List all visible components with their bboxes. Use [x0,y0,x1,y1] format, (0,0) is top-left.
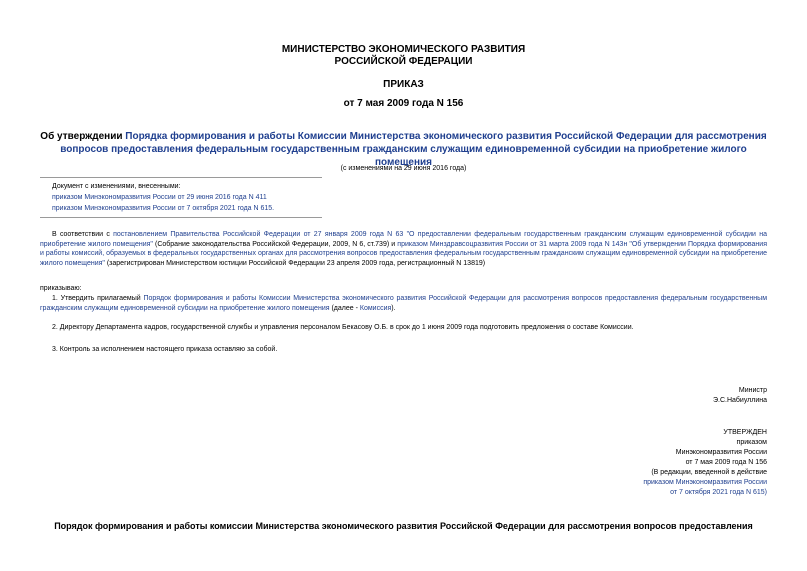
preamble-text-3: (зарегистрирован Министерством юстиции Российской Федерации 23 апреля 2009 года, регистрационный N 13819) [104,259,486,267]
item-2-paragraph: 2. Директору Департамента кадров, государственной службы и управления персоналом Бекасову О.Б. в срок до 1 июня 2009 года подготовить предложения о составе Комиссии. [52,324,634,331]
approval-line-1: УТВЕРЖДЕН [723,429,767,436]
doc-date-number: от 7 мая 2009 года N 156 [343,98,464,109]
doc-type: ПРИКАЗ [383,79,424,90]
item-1-link-commission[interactable]: Комиссия [359,304,392,312]
item-1-paragraph [40,294,767,313]
item-1-prefix: 1. Утвердить прилагаемый [52,295,144,302]
order-word: приказываю: [40,285,82,292]
changes-label: Документ с изменениями, внесенными: [52,183,181,190]
subject-link[interactable]: Порядка формирования и работы Комиссии Министерства экономического развития Российской Федерации для рассмотрения вопросов предоставления федеральным государственным гражданским служащим единовременной субсидии на приобретение жилого помещения [60,131,767,168]
change-link-2016[interactable]: приказом Минэкономразвития России от 29 июня 2016 года N 411 [52,194,267,201]
approval-block [643,428,767,498]
ministry-line-1: МИНИСТЕРСТВО ЭКОНОМИЧЕСКОГО РАЗВИТИЯ [281,44,526,55]
approval-link-1[interactable]: приказом Минэкономразвития России [643,479,767,486]
preamble-text-2: (Собрание законодательства Российской Федерации, 2009, N 6, ст.739) и [152,240,398,248]
ministry-line-2: РОССИЙСКОЙ ФЕДЕРАЦИИ [334,56,473,67]
approval-line-3: Минэкономразвития России [675,449,767,456]
approval-link-2[interactable]: от 7 октября 2021 года N 615) [670,489,767,496]
signature-name: Э.С.Набиуллина [712,397,767,404]
item-1-end: ). [391,304,396,312]
preamble-text-1: В соответствии с [52,231,114,238]
changes-bottom-rule [40,217,322,218]
edition-note: (с изменениями на 29 июня 2016 года) [340,165,467,172]
change-link-2021[interactable]: приказом Минэкономразвития России от 7 октября 2021 года N 615. [52,205,275,212]
approval-line-5: (В редакции, введенной в действие [651,469,767,476]
signature-position: Министр [738,387,767,394]
changes-top-rule [40,177,322,178]
approval-line-4: от 7 мая 2009 года N 156 [685,459,767,466]
signature-block [713,386,767,406]
ministry-header [0,44,807,68]
procedure-title: Порядок формирования и работы комиссии Министерства экономического развития Российской Федерации для рассмотрения вопросов предоставления [54,521,753,531]
subject-prefix: Об утверждении [40,131,126,142]
item-1-mid: (далее - [329,304,360,312]
preamble-link-resolution[interactable]: постановлением Правительства Российской Федерации от 27 января 2009 года N 63 "О предоставлении федеральным государственным гражданским служащим единовременной субсидии на приобретение жилого помещения" [40,231,768,248]
preamble-link-order[interactable]: приказом Минздравсоцразвития России от 31 марта 2009 года N 143н "Об утверждении Порядка формирования и работы комиссий, образуемых в федеральных государственных органах для рассмотрения вопросов предоставления федеральным государственным гражданским служащим единовременной субсидии на приобретение жилого помещения" [40,240,768,267]
changes-block [52,181,352,214]
approval-line-2: приказом [736,439,767,446]
item-3-paragraph: 3. Контроль за исполнением настоящего приказа оставляю за собой. [52,346,278,353]
preamble-paragraph [40,230,767,268]
item-1-link-procedure[interactable]: Порядок формирования и работы Комиссии Министерства экономического развития Российской Федерации для рассмотрения вопросов предоставления федеральным государственным гражданским служащим единовременной субсидии на приобретение жилого помещения [40,295,768,312]
